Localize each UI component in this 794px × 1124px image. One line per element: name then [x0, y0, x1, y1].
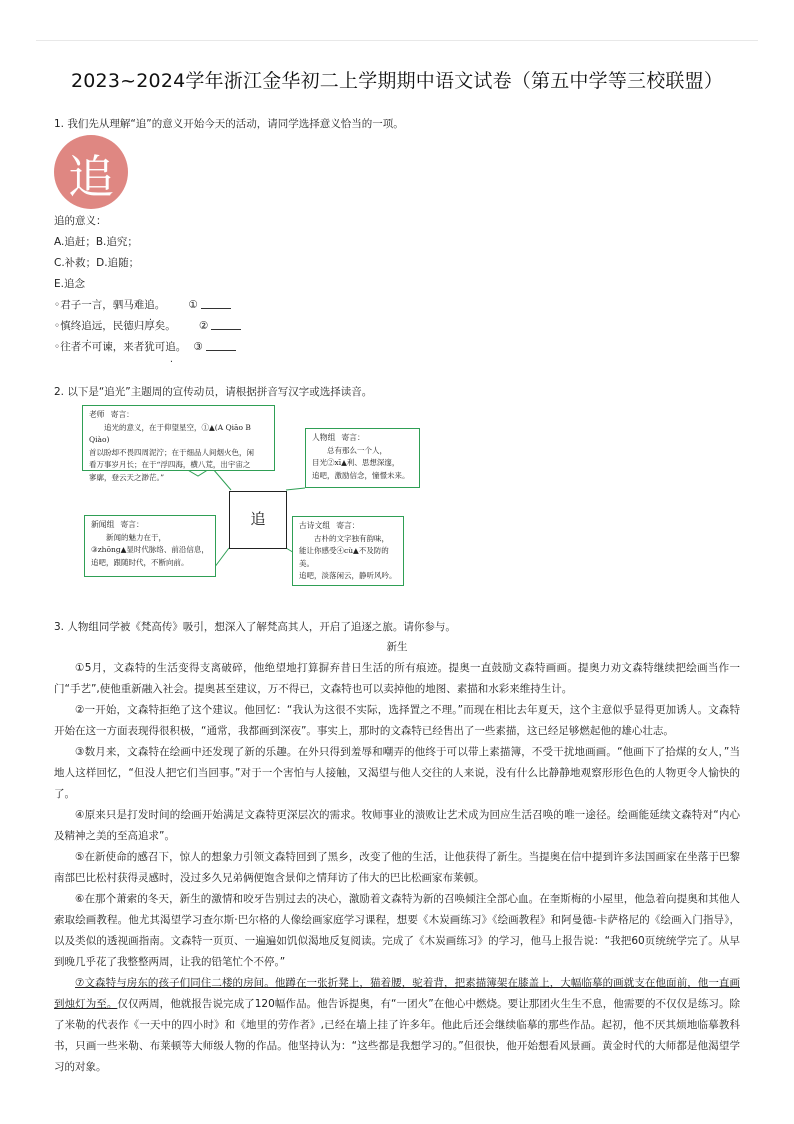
card-head: 新闻组: [91, 520, 115, 529]
sentence-row: ◦往者不可谏，来者犹可追。 ③: [54, 337, 241, 358]
article-title: 新生: [386, 641, 408, 653]
card-line: 追光的意义，在于仰望星空，①▲(A Qiāo B Qiào): [89, 422, 251, 444]
news-group-card: [84, 515, 216, 577]
card-line: 古朴的文字独有韵味，: [314, 533, 389, 543]
card-head: 人物组: [312, 433, 336, 442]
meaning-option: A.追赶；B.追究；: [54, 236, 138, 248]
article-paragraph: ⑦文森特与房东的孩子们同住二楼的房间。他蹲在一张折凳上，猫着腰，驼着背，把素描簿架在膝盖上，大幅临摹的画就支在他面前，他一直画到烛灯为至。仅仅两周，他就报告说完成了120幅作品。他告诉提奥，有“一团火”在他心中燃烧。要让那团火生生不息，他需要的不仅仅是练习。除了米勒的代表作《一天中的四小时》和《地里的劳作者》,已经在墙上挂了许多年。他此后还会继续临摹的那些作品。起初，他不厌其烦地临摹教科书，只画一些米勒、布莱顿等大师级人物的作品。他坚持认为：“这些都是我想学习的。”但很快，他开始想看风景画。黄金时代的大师都是他渴望学习的对象。: [54, 977, 741, 1073]
card-line: 能让你感受④cù▲不及防的: [299, 546, 389, 555]
blank-number: ②: [199, 320, 209, 332]
sentence-row: ◦君子一言，驷马难追。 ①: [54, 295, 241, 316]
teacher-card: [82, 405, 275, 482]
poetry-group-card: [292, 516, 404, 586]
q2-prompt: 2. 以下是“追光”主题周的宣传动员，请根据拼音写汉字或选择读音。: [54, 386, 373, 398]
page-title: 2023~2024学年浙江金华初二上学期期中语文试卷（第五中学等三校联盟）: [70, 70, 724, 92]
card-line: 首以盼却不畏四周泥泞；在于细品人间烟火色，闲: [89, 447, 254, 457]
card-sub: 寄言：: [120, 520, 144, 529]
bullet-icon: ◦: [54, 341, 61, 353]
card-sub: 寄言：: [110, 410, 134, 419]
card-line: 总有那么一个人，: [327, 445, 387, 455]
card-line: 追吧，淡落闲云，静听风吟。: [299, 571, 397, 580]
card-head: 老师: [89, 410, 105, 419]
article-paragraph: ④原来只是打发时间的绘画开始满足文森特更深层次的需求。牧师事业的溃败让艺术成为回应生活召唤的唯一途径。绘画能延续文森特对“内心及精神之美的至高追求”。: [54, 809, 740, 842]
meaning-option: C.补救；D.追随；: [54, 257, 140, 269]
card-line: 美。: [299, 558, 314, 568]
card-line: 追吧，激励信念，憧憬未来。: [312, 470, 410, 480]
card-line: 新闻的魅力在于，: [106, 532, 166, 542]
meaning-option: E.追念: [54, 278, 85, 290]
q1-prompt: 1. 我们先从理解“追”的意义开始今天的活动，请同学选择意义恰当的一项。: [54, 118, 404, 130]
card-line: 看万事岁月长；在于“浮四海，横八荒，出宇宙之: [89, 460, 251, 469]
q3-prompt: 3. 人物组同学被《梵高传》吸引，想深入了解梵高其人，开启了追逐之旅。请你参与。: [54, 621, 456, 633]
key-char: 追: [144, 299, 155, 311]
bullet-icon: ◦: [54, 320, 61, 332]
underlined-sentence: ⑦文森特与房东的孩子们同住二楼的房间。他蹲在一张折凳上，猫着腰，驼着背，把素描簿架在膝盖上，大幅临摹的画就支在他面前，他一直画到烛灯为至。: [54, 977, 740, 1010]
card-line: ③zhōng▲显时代脉络、前沿信息，: [91, 545, 209, 554]
meaning-label: 追的意义：: [54, 215, 107, 227]
key-char: 追: [81, 320, 92, 332]
card-line: 寥廓，登云天之渺茫。”: [89, 472, 165, 482]
blank-number: ①: [188, 299, 198, 311]
bullet-icon: ◦: [54, 299, 61, 311]
article-paragraph: ②一开始，文森特拒绝了这个建议。他回忆：“我认为这很不实际，选择置之不理。”而现在相比去年夏天，这个主意似乎显得更加诱人。文森特开始在这一方面表现得很积极，“通常，我都画到深夜”。事实上，那时的文森特已经售出了一些素描，这已经足够燃起他的雄心壮志。: [54, 704, 740, 737]
card-line: 目光②xī▲利、思想深邃，: [312, 458, 400, 467]
card-sub: 寄言：: [336, 521, 360, 530]
card-sub: 寄言：: [341, 433, 365, 442]
people-group-card: [305, 428, 420, 488]
sentence-row: ◦慎终追远，民德归厚矣。 ②: [54, 316, 241, 337]
card-head: 古诗文组: [299, 521, 331, 530]
key-char: 追: [165, 341, 176, 353]
article-paragraph: ①5月，文森特的生活变得支离破碎，他绝望地打算摒弃昔日生活的所有痕迹。提奥一直鼓励文森特画画。提奥力劝文森特继续把绘画当作一门“手艺”,使他重新融入社会。提奥甚至建议，万不得已，文森特也可以卖掉他的地图、素描和水彩来维持生计。: [54, 662, 740, 695]
article-paragraph: ⑤在新使命的感召下，惊人的想象力引领文森特回到了黑乡，改变了他的生活，让他获得了新生。当提奥在信中提到许多法国画家在坐落于巴黎南部巴比松村获得灵感时，没过多久兄弟俩便饱含景仰之情拜访了伟大的巴比松画家布莱顿。: [54, 851, 740, 884]
card-line: 追吧，跟随时代，不断向前。: [91, 557, 189, 567]
seal-character: 追: [68, 150, 114, 204]
article-paragraph: ⑥在那个萧索的冬天，新生的激情和咬牙告别过去的决心，激励着文森特为新的召唤倾注全部心血。在奎斯梅的小屋里，他急着向提奥和其他人索取绘画教程。他尤其渴望学习查尔斯·巴尔格的人像绘画家庭学习课程，想要《木炭画练习》《绘画教程》和阿曼德-卡萨格尼的《绘画入门指导》，以及类似的透视画指南。文森特一页页、一遍遍如饥似渴地反复阅读。完成了《木炭画练习》的学习，他马上报告说：“我把60页统统学完了。从早到晚几乎花了我整整两周，让我的铅笔忙个不停。”: [54, 893, 740, 968]
center-zhui-node: 追: [229, 491, 287, 549]
article-paragraph: ③数月来，文森特在绘画中还发现了新的乐趣。在外只得到羞辱和嘲弄的他终于可以带上素描簿，不受干扰地画画。“他画下了拾煤的女人，”当地人这样回忆，“但没人把它们当回事。”对于一个害怕与人接触，又渴望与他人交往的人来说，没有什么比静静地观察形形色色的人物更令人愉快的了。: [54, 746, 740, 800]
blank-number: ③: [193, 341, 203, 353]
